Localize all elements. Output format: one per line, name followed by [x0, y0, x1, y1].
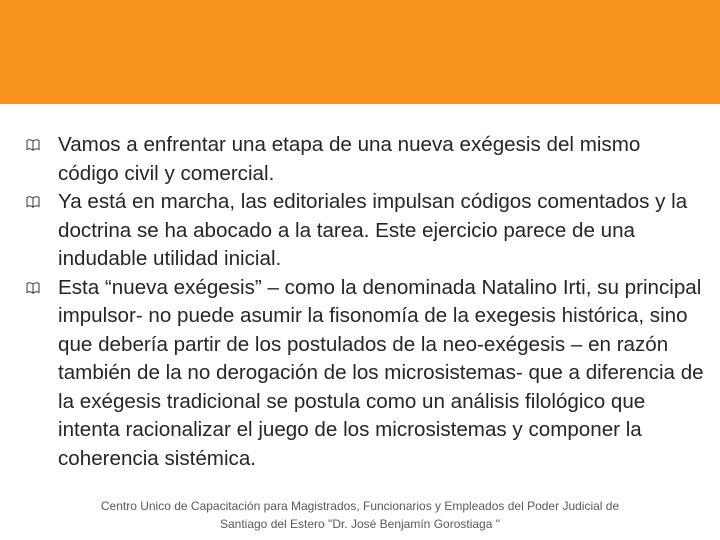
footer-line-1: Centro Unico de Capacitación para Magistrados, Funcionarios y Empleados del Poder Judicial de [100, 499, 620, 513]
bullet-text: Vamos a enfrentar una etapa de una nueva exégesis del mismo código civil y comercial. [58, 133, 641, 185]
opened-book-icon [26, 195, 40, 208]
opened-book-icon [26, 138, 40, 151]
bullet-text: Ya está en marcha, las editoriales impulsan códigos comentados y la doctrina se ha abocado a la tarea. Este ejercicio parece de una indudable utilidad inicial. [58, 190, 688, 270]
bullet-item [26, 274, 706, 474]
bullet-list [26, 131, 706, 473]
footer-line-2: Santiago del Estero "Dr. José Benjamín Gorostiaga " [219, 517, 500, 531]
header-banner [0, 0, 720, 104]
bullet-item [26, 131, 706, 188]
footer [40, 497, 680, 533]
bullet-item [26, 188, 706, 274]
bullet-text: Esta “nueva exégesis” – como la denominada Natalino Irti, su principal impulsor- no puede asumir la fisonomía de la exegesis histórica, sino que debería partir de los postulados de la neo-exégesis – en razón también de la no derogación de los microsistemas- que a diferencia de la exégesis tradicional se postula como un análisis filológico que intenta racionalizar el juego de los microsistemas y componer la coherencia sistémica. [58, 275, 704, 470]
opened-book-icon [26, 281, 40, 294]
